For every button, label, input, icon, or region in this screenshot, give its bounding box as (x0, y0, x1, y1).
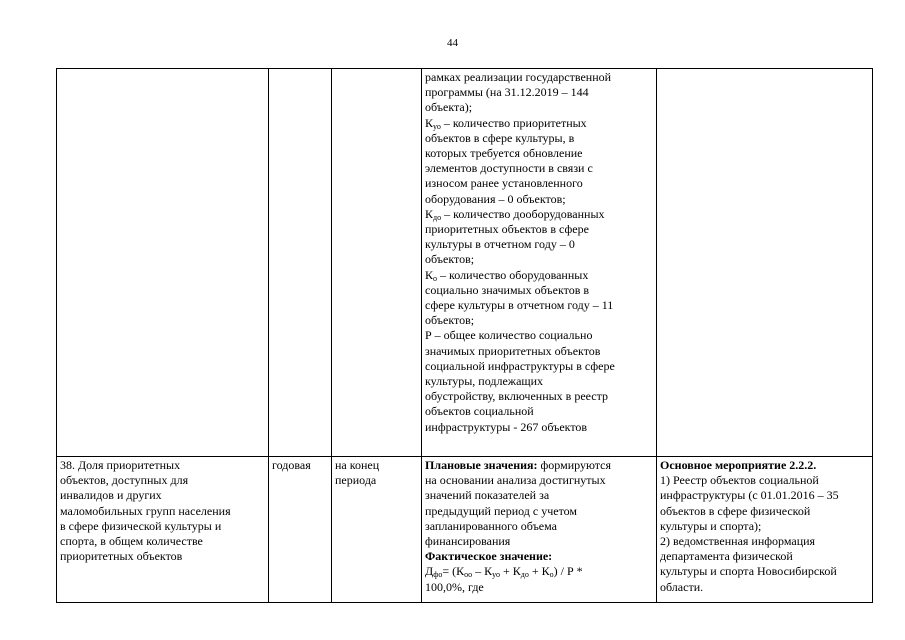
indicator-text-line: инвалидов и других (60, 488, 162, 503)
source-text-line: области. (660, 579, 704, 594)
source-text-line: культуры и спорта Новосибирской (660, 564, 837, 579)
source-text-line: Основное мероприятие 2.2.2. (660, 458, 817, 472)
method-text-line: объектов; (425, 252, 475, 267)
method-text-line: финансирования (425, 534, 511, 549)
method-text-line: объекта); (425, 100, 473, 115)
indicator-cell (57, 69, 269, 457)
method-text-line: социально значимых объектов в (425, 282, 590, 297)
timing-cell (332, 457, 422, 603)
source-text-line: 1) Реестр объектов социальной (660, 473, 819, 488)
method-text-line: объектов; (425, 313, 475, 328)
source-cell (657, 69, 873, 457)
indicator-text-line: спорта, в общем количестве (60, 534, 203, 549)
subscript: до (433, 212, 442, 222)
indicator-text-line: маломобильных групп населения (60, 503, 231, 518)
method-text-line: $Д_{фо}= (К_{оо} - К_{уо} + К_{до} + К_о) / Р$ * (425, 564, 583, 580)
method-text-line: инфраструктуры - 267 объектов (425, 419, 588, 434)
source-text-line: объектов в сфере физической (660, 503, 811, 518)
method-text-line: $К_{до}$ – количество дооборудованных (425, 206, 605, 222)
method-text-line: $К_{уо}$ – количество приоритетных (425, 115, 587, 131)
method-text-line: элементов доступности в связи с (425, 161, 593, 176)
source-cell (657, 457, 873, 603)
method-text-line: культуры в отчетном году – 0 (425, 237, 575, 252)
method-text-line: которых требуется обновление (425, 146, 583, 161)
frequency-cell (269, 457, 332, 603)
subscript: о (549, 570, 554, 580)
method-text-line: культуры, подлежащих (425, 374, 544, 389)
method-text-line: объектов в сфере культуры, в (425, 130, 575, 145)
method-text-line: рамках реализации государственной (425, 70, 612, 84)
timing-cell (332, 69, 422, 457)
method-text-line: обустройству, включенных в реестр (425, 389, 609, 404)
subscript: до (520, 570, 529, 580)
subscript: оо (464, 570, 473, 580)
method-text-line: Фактическое значение: (425, 549, 553, 564)
frequency-text: годовая (272, 458, 311, 472)
method-text-line: объектов социальной (425, 404, 534, 419)
subscript: фо (433, 570, 443, 580)
method-text-line: на основании анализа достигнутых (425, 473, 606, 488)
indicator-text-line: 38. Доля приоритетных (60, 458, 181, 472)
method-text-line: сфере культуры в отчетном году – 11 (425, 298, 614, 313)
method-text-line: запланированного объема (425, 518, 557, 533)
method-cell (422, 457, 657, 603)
method-cell (422, 69, 657, 457)
method-text-line: программы (на 31.12.2019 – 144 (425, 85, 589, 100)
method-text-line: значимых приоритетных объектов (425, 343, 601, 358)
method-text-line: износом ранее установленного (425, 176, 583, 191)
source-text-line: департамента физической (660, 549, 793, 564)
indicator-table (56, 68, 873, 603)
indicator-text-line: объектов, доступных для (60, 473, 189, 488)
method-text-line: оборудования – 0 объектов; (425, 191, 566, 206)
table-row-38 (57, 457, 873, 603)
subscript: уо (492, 570, 500, 580)
source-text-line: культуры и спорта); (660, 518, 762, 533)
subscript: уо (433, 121, 441, 131)
page-number: 44 (447, 37, 458, 49)
timing-text-line: периода (335, 473, 377, 488)
subscript: о (433, 273, 438, 283)
table-row-continuation (57, 69, 873, 457)
method-text-line: приоритетных объектов в сфере (425, 222, 589, 237)
method-text-line: социальной инфраструктуры в сфере (425, 358, 615, 373)
method-text-line: $К_о$ – количество оборудованных (425, 267, 589, 283)
timing-text-line: на конец (335, 458, 380, 472)
indicator-text-line: приоритетных объектов (60, 549, 183, 564)
method-text-line: 100,0%, где (425, 579, 484, 594)
indicator-text-line: в сфере физической культуры и (60, 518, 222, 533)
source-text-line: инфраструктуры (с 01.01.2016 – 35 (660, 488, 839, 503)
indicator-cell (57, 457, 269, 603)
source-text-line: 2) ведомственная информация (660, 534, 816, 549)
method-text-line: Р – общее количество социально (425, 328, 593, 343)
method-text-line: предыдущий период с учетом (425, 503, 578, 518)
method-text-line: Плановые значения: формируются (425, 458, 612, 472)
frequency-cell (269, 69, 332, 457)
method-text-line: значений показателей за (425, 488, 550, 503)
